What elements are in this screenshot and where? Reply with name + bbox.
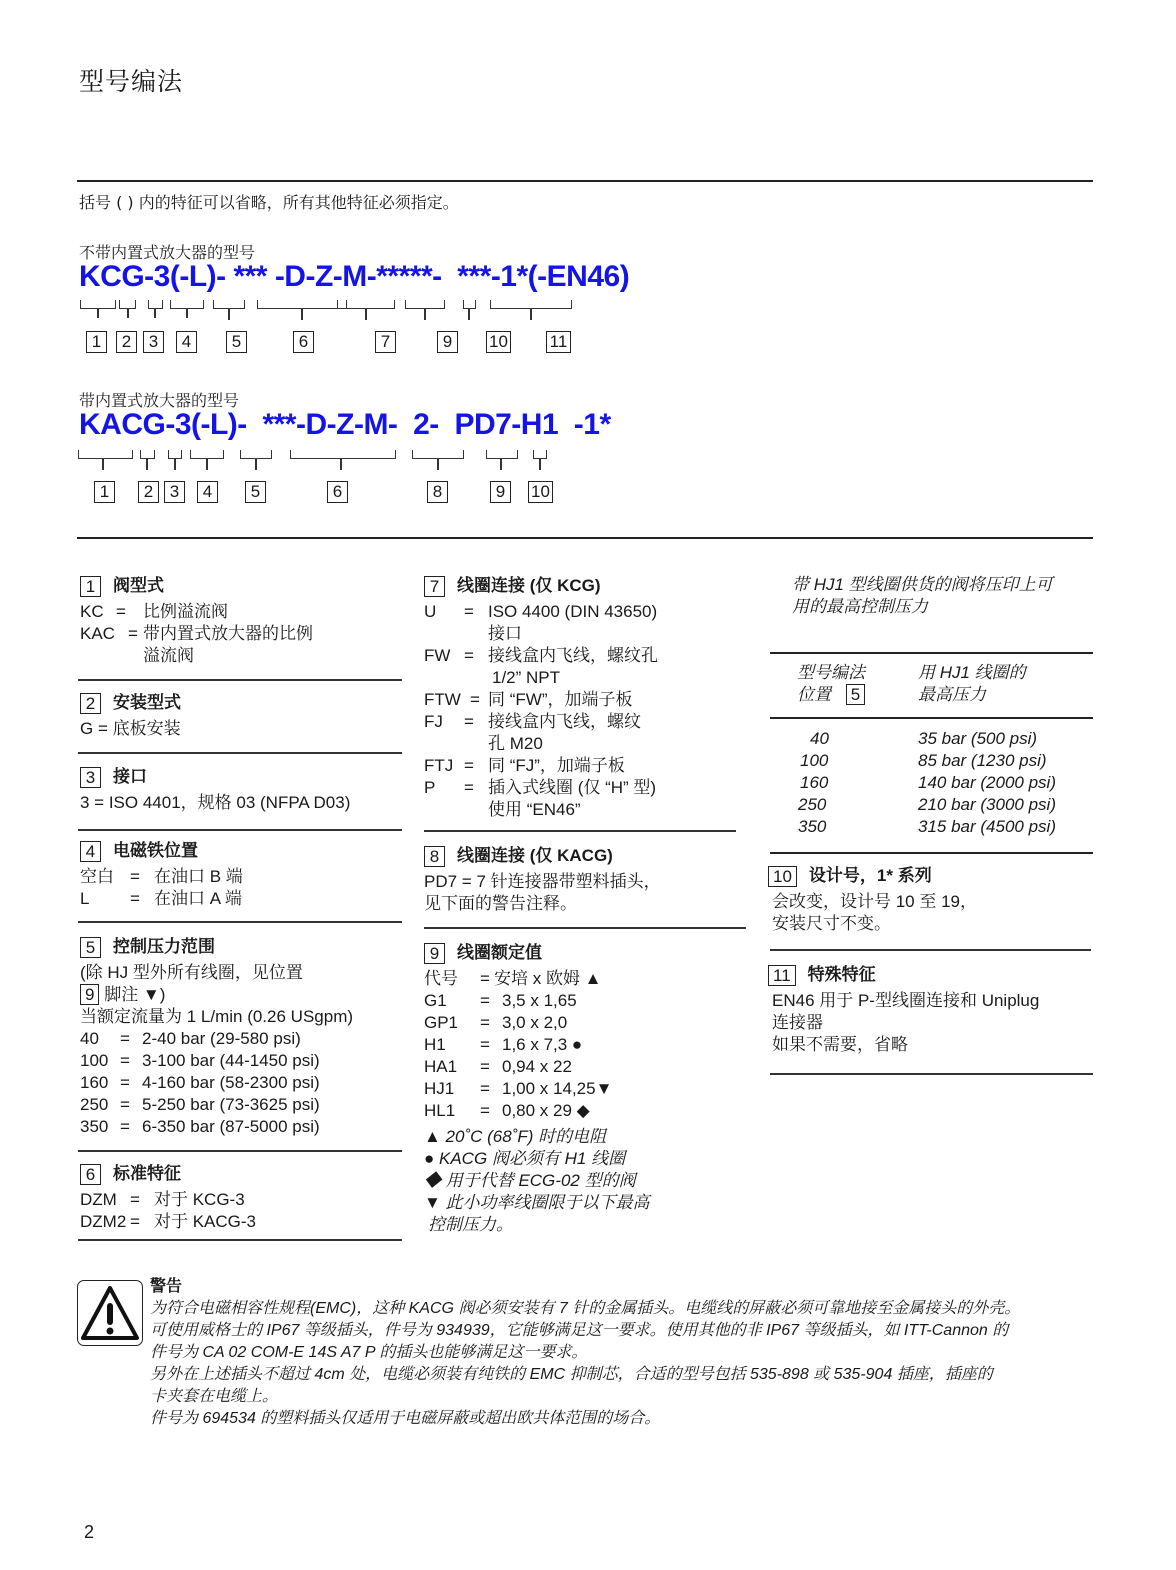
section-10-design-number: 10 设计号，1* 系列 会改变，设计号 10 至 19， 安装尺寸不变。 — [768, 865, 1093, 935]
divider — [78, 1239, 402, 1241]
footnote-kacg-h1: ● KACG 阀必须有 H1 线圈 — [424, 1149, 626, 1168]
section-title: 阀型式 — [113, 576, 164, 595]
position-box-3: 3 — [143, 331, 164, 353]
section-4-solenoid-position: 4 电磁铁位置 空白 = 在油口 B 端 L = 在油口 A 端 — [80, 841, 243, 908]
section-title: 线圈额定值 — [457, 943, 542, 962]
model-code-label-kcg: 不带内置式放大器的型号 — [79, 243, 256, 262]
section-title: 线圈连接 (仅 KCG) — [457, 576, 601, 595]
position-box-7: 7 — [424, 576, 445, 597]
divider — [770, 852, 1093, 854]
position-box-5: 5 — [846, 684, 865, 705]
section-title: 电磁铁位置 — [113, 841, 198, 860]
footnote-low-power: ▼ 此小功率线圈限于以下最高 — [424, 1193, 650, 1212]
table-row: 100 85 bar (1230 psi) — [800, 751, 1047, 770]
warning-block: 警告 为符合电磁相容性规程(EMC)，这种 KACG 阀必须安装有 7 针的金属插头。电缆线的屏蔽必须可靠地接至金属接头的外壳。 可使用威格士的 IP67 等级插头，件号为 934939，它能够满足这一要求。使用其他的非 IP67 等级插头，如 ITT-Cannon 的 件号为 CA 02 COM-E 14S A7 P 的插头也能够满足这一要求。 另外在上述插头不超过 4cm 处，电缆必须装有纯铁的 EMC 抑制芯，合适的型号包括 535-898 或 535-904 插座，插座的 卡夹套在电缆上。 件号为 694534 的塑料插头仅适用于电磁屏蔽或超出欧共体范围的场合。 — [150, 1278, 1021, 1427]
table-row: 350 315 bar (4500 psi) — [798, 817, 1056, 836]
position-box-11: 11 — [546, 331, 571, 353]
model-code-kcg: KCG-3(-L)- *** -D-Z-M-*****- ***-1*(-EN46) — [79, 260, 630, 293]
position-box-9: 9 — [80, 984, 99, 1005]
divider — [424, 830, 736, 832]
divider — [78, 829, 402, 831]
position-box-10: 10 — [528, 481, 553, 503]
position-box-10: 10 — [768, 866, 797, 887]
position-box-7: 7 — [375, 331, 396, 353]
divider — [78, 1150, 402, 1152]
position-box-1: 1 — [86, 331, 107, 353]
position-box-10: 10 — [486, 331, 511, 353]
position-box-8: 8 — [424, 846, 445, 867]
position-box-4: 4 — [80, 841, 101, 862]
section-5-pressure-range: 5 控制压力范围 (除 HJ 型外所有线圈，见位置 9 脚注 ▼) 当额定流量为 1 L/min (0.26 USgpm) 40 = 2-40 bar (29-580 psi) 100 = 3-100 bar (44-1450 psi) 160 = 4-160 bar (58-2300 psi) 250 = 5-250 bar (73-3625 psi) 350 = 6-350 bar (87-5000 psi) — [80, 937, 354, 1136]
position-box-6: 6 — [293, 331, 314, 353]
section-11-special-features: 11 特殊特征 EN46 用于 P-型线圈连接和 Uniplug 连接器 如果不需要，省略 — [768, 964, 1093, 1056]
footnote-ecg02: ◆ 用于代替 ECG-02 型的阀 — [424, 1171, 636, 1190]
warning-title: 警告 — [150, 1278, 183, 1295]
section-title: 标准特征 — [113, 1164, 181, 1183]
position-box-1: 1 — [80, 576, 101, 597]
position-box-9: 9 — [437, 331, 458, 353]
position-box-3: 3 — [164, 481, 185, 503]
warning-triangle-icon — [77, 1280, 143, 1346]
divider — [77, 537, 1093, 539]
section-title: 安装型式 — [113, 693, 181, 712]
position-box-5: 5 — [226, 331, 247, 353]
position-box-4: 4 — [176, 331, 197, 353]
divider — [770, 717, 1093, 719]
model-code-kacg: KACG-3(-L)- ***-D-Z-M- 2- PD7-H1 -1* — [79, 408, 611, 441]
divider — [78, 752, 402, 754]
page-title: 型号编法 — [79, 67, 184, 96]
divider — [78, 679, 402, 681]
section-9-coil-rating: 9 线圈额定值 代号 = 安培 x 欧姆 ▲ G1 = 3,5 x 1,65 GP1 = 3,0 x 2,0 H1 = 1,6 x 7,3 ● HA1 = 0,94 x 22 HJ1 = 1,00 x 14,25▼ HL1 = 0,80 x 29 ◆ ▲ 20˚C (68˚F) 时的电阻 ● KACG 阀必须有 H1 线圈 ◆ 用于代替 ECG-02 型的阀 ▼ 此小功率线圈限于以下最高 控制压力。 — [424, 942, 744, 1236]
section-title: 控制压力范围 — [113, 937, 215, 956]
position-box-1: 1 — [94, 481, 115, 503]
position-box-4: 4 — [197, 481, 218, 503]
section-title: 线圈连接 (仅 KACG) — [457, 846, 613, 865]
position-box-8: 8 — [427, 481, 448, 503]
section-3-interface: 3 接口 3 = ISO 4401，规格 03 (NFPA D03) — [80, 767, 351, 812]
position-box-6: 6 — [327, 481, 348, 503]
page-number: 2 — [84, 1522, 95, 1542]
hj1-table — [790, 728, 1090, 838]
divider — [770, 652, 1093, 654]
position-box-2: 2 — [80, 693, 101, 714]
position-box-5: 5 — [80, 937, 101, 958]
section-title: 设计号，1* 系列 — [808, 866, 932, 885]
divider — [424, 927, 746, 929]
position-box-6: 6 — [80, 1164, 101, 1185]
section-7-coil-connection-kcg: 7 线圈连接 (仅 KCG) U = ISO 4400 (DIN 43650) 接口 FW = 接线盒内飞线，螺纹孔 1/2” NPT FTW = 同 “FW”，加端子板 FJ = 接线盒内飞线，螺纹 孔 M20 FTJ = 同 “FJ”，加端子板 P = 插入式线圈 (仅 “H” 型) 使用 “EN46” — [424, 576, 658, 819]
divider — [770, 949, 1091, 951]
hj1-caption: 带 HJ1 型线圈供货的阀将压印上可 用的最高控制压力 — [792, 575, 1053, 616]
table-row: 160 140 bar (2000 psi) — [800, 773, 1056, 792]
footnote-resistance: ▲ 20˚C (68˚F) 时的电阻 — [424, 1127, 607, 1146]
position-box-9: 9 — [424, 943, 445, 964]
hj1-col1-header: 型号编法 位置 5 — [797, 663, 865, 704]
position-box-9: 9 — [490, 481, 511, 503]
hj1-col2-header: 用 HJ1 线圈的 最高压力 — [918, 663, 1026, 704]
table-row: 40 35 bar (500 psi) — [810, 729, 1038, 748]
model-code-label-kacg: 带内置式放大器的型号 — [79, 391, 240, 410]
section-1-valve-type: 1 阀型式 KC = 比例溢流阀 KAC = 带内置式放大器的比例 溢流阀 — [80, 576, 313, 665]
section-title: 特殊特征 — [807, 965, 876, 984]
position-box-3: 3 — [80, 767, 101, 788]
divider — [78, 921, 402, 923]
position-box-2: 2 — [138, 481, 159, 503]
position-box-11: 11 — [768, 965, 796, 986]
section-6-standard-features: 6 标准特征 DZM = 对于 KCG-3 DZM2 = 对于 KACG-3 — [80, 1164, 257, 1231]
section-title: 接口 — [113, 767, 147, 786]
section-2-mounting: 2 安装型式 G = 底板安装 — [80, 693, 181, 738]
divider — [770, 1073, 1093, 1075]
position-box-5: 5 — [245, 481, 266, 503]
table-row: 250 210 bar (3000 psi) — [798, 795, 1056, 814]
divider — [77, 180, 1093, 182]
omission-note: 括号 ( ) 内的特征可以省略，所有其他特征必须指定。 — [79, 193, 459, 212]
section-8-coil-connection-kacg: 8 线圈连接 (仅 KACG) PD7 = 7 针连接器带塑料插头， 见下面的警告注释。 — [424, 846, 661, 913]
position-box-2: 2 — [116, 331, 137, 353]
